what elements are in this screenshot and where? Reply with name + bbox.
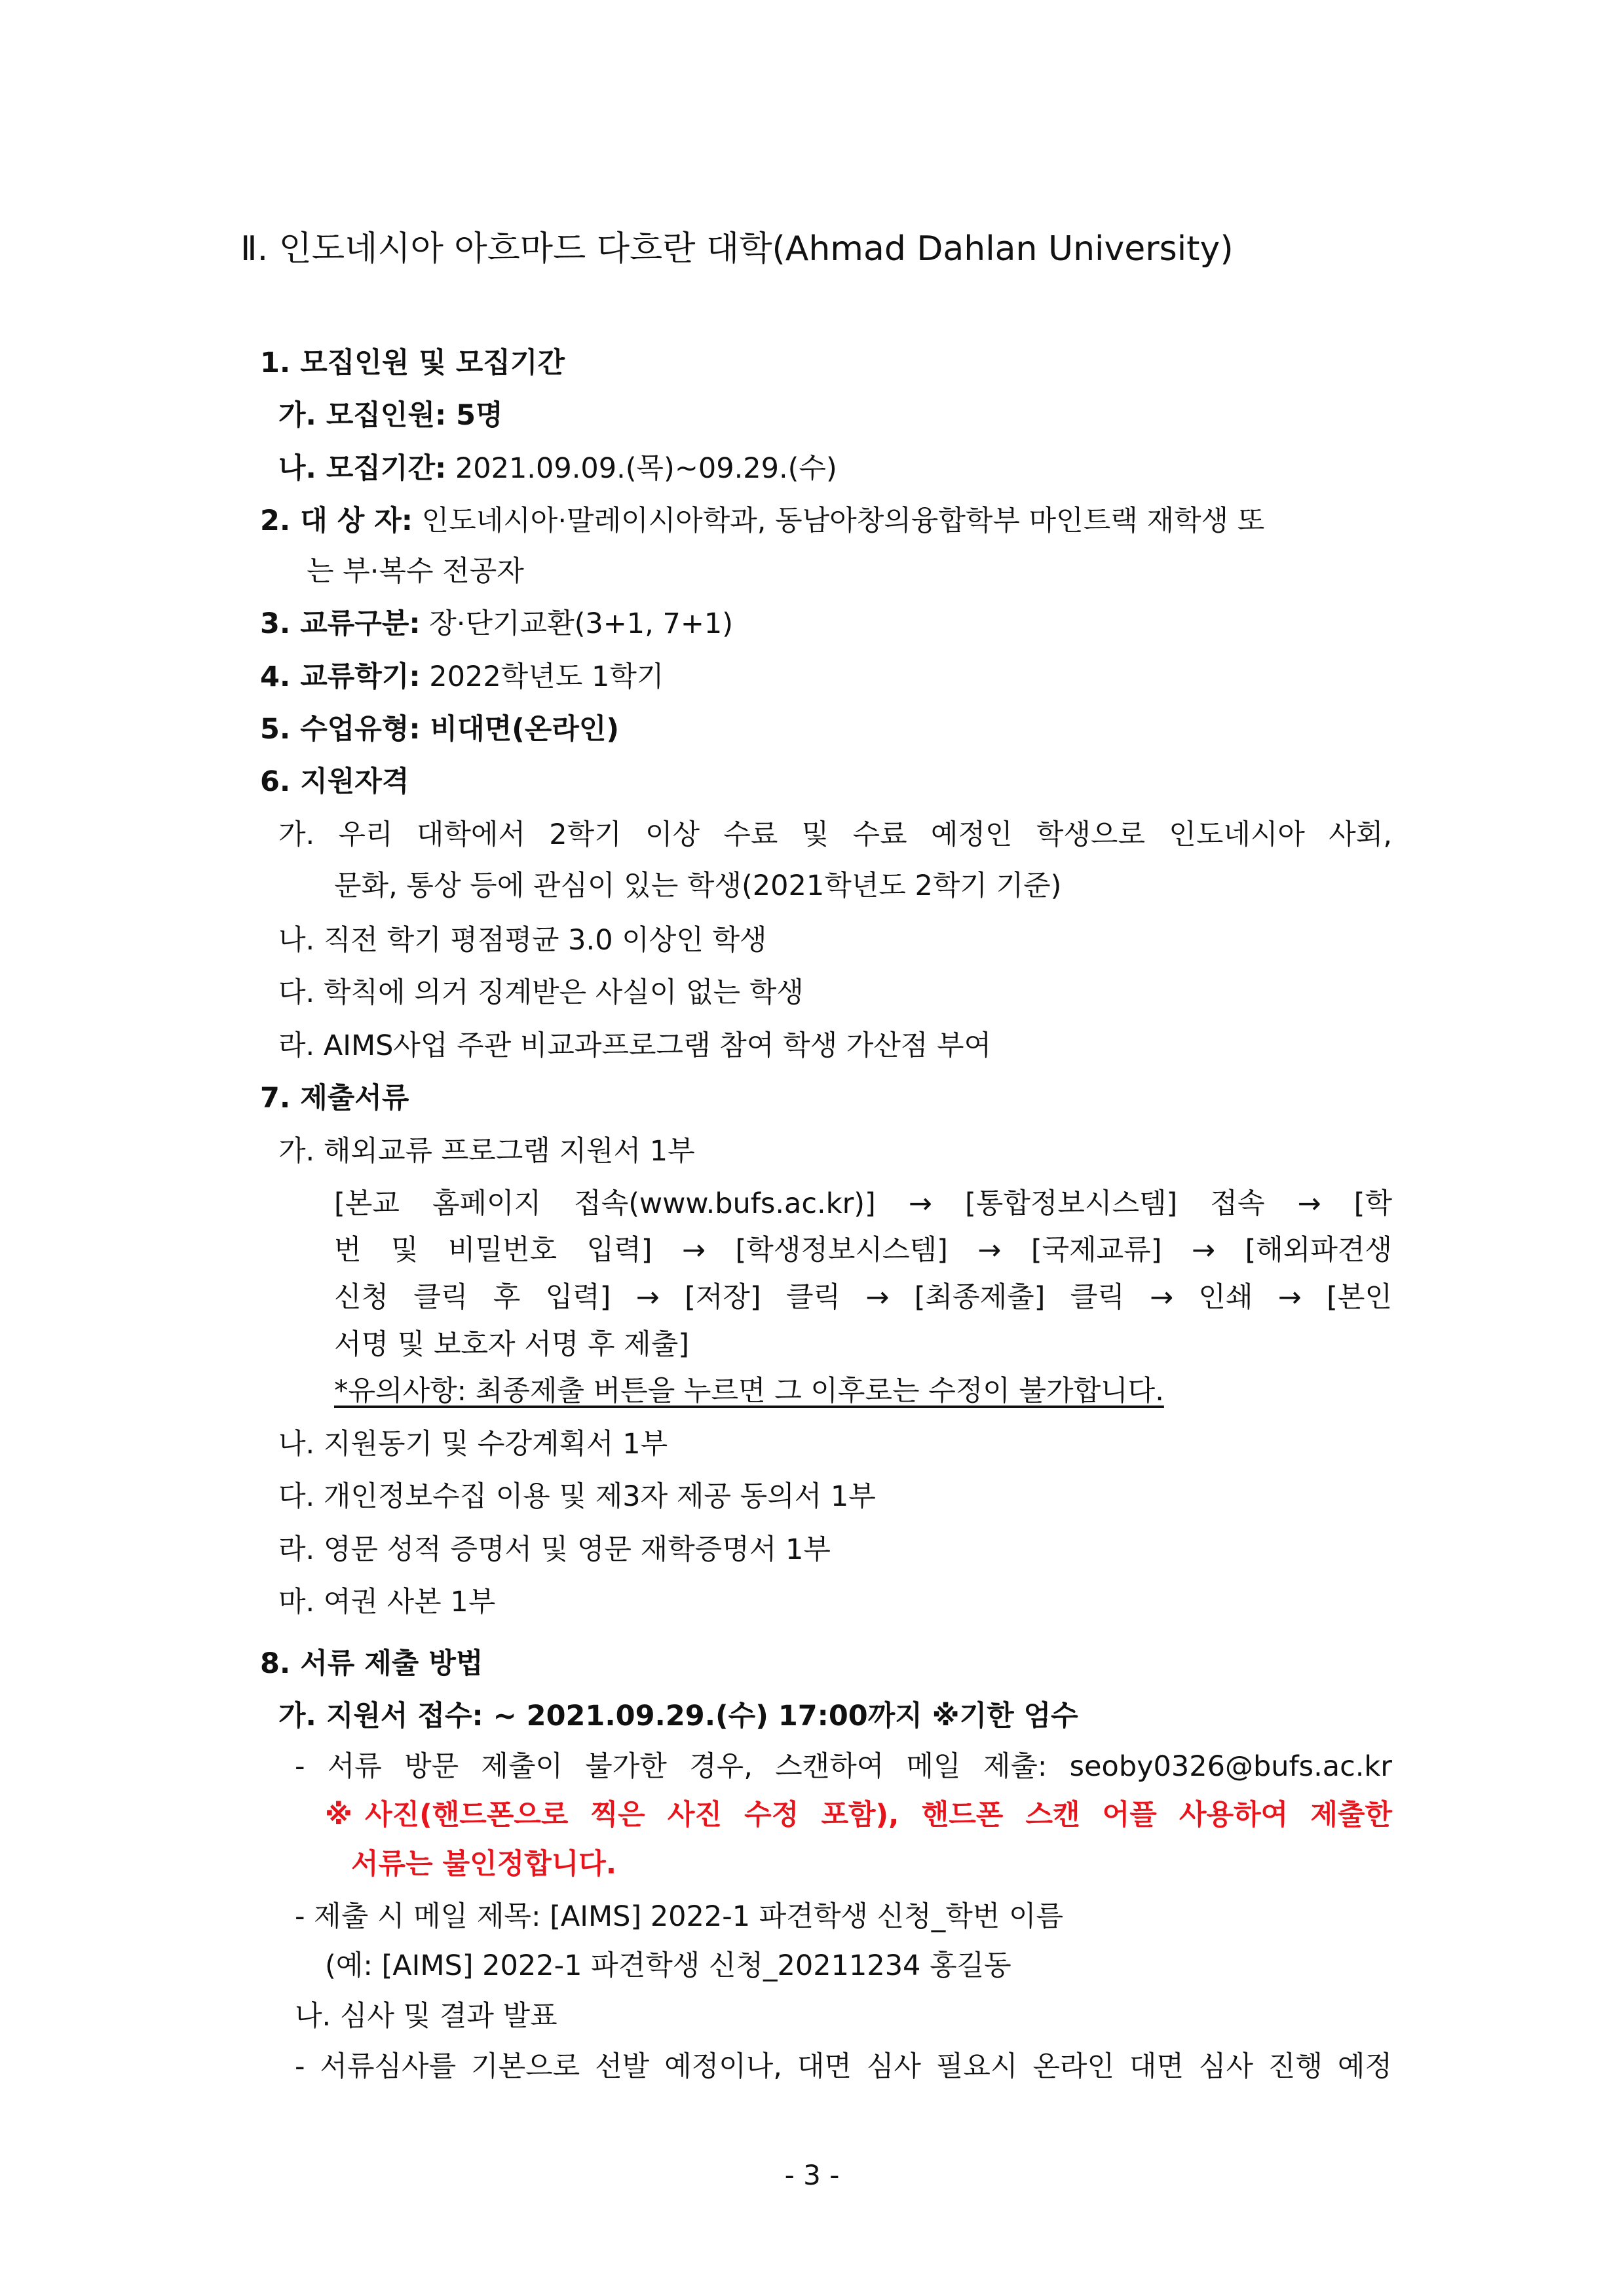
s4-label: 4. 교류학기: [260,660,421,693]
s2-eligible-line2: 는 부·복수 전공자 [307,555,524,588]
s1-recruit-number: 가. 모집인원: 5명 [278,399,503,432]
s2-label: 2. 대 상 자: [260,505,413,537]
s3-exchange-type [260,604,733,643]
page-number: - 3 - [784,2159,840,2191]
s7-ga-step-line1: [본교 홈페이지 접속(www.bufs.ac.kr)] → [통합정보시스템] 접속 → [학 [334,1187,1392,1220]
s6-da: 다. 학칙에 의거 징계받은 사실이 없는 학생 [278,976,804,1009]
s6-heading: 6. 지원자격 [260,765,409,798]
s6-na: 나. 직전 학기 평점평균 3.0 이상인 학생 [278,924,767,957]
s1-period-label: 나. 모집기간: [278,452,447,485]
s4-value: 2022학년도 1학기 [420,660,664,693]
s3-value: 장·단기교환(3+1, 7+1) [420,607,733,640]
section-title: Ⅱ. 인도네시아 아흐마드 다흐란 대학(Ahmad Dahlan University) [240,229,1234,269]
s8-na: 나. 심사 및 결과 발표 [295,2000,557,2033]
s4-exchange-semester [260,657,664,697]
s7-da: 다. 개인정보수집 이용 및 제3자 제공 동의서 1부 [278,1480,876,1513]
s2-eligible-line1 [260,501,1264,541]
s8-ga: 가. 지원서 접수: ~ 2021.09.29.(수) 17:00까지 ※기한 엄수 [278,1700,1078,1732]
s5-class-type: 5. 수업유형: 비대면(온라인) [260,713,620,746]
s7-ma: 마. 여권 사본 1부 [278,1586,496,1618]
s8-detail-email: - 서류 방문 제출이 불가한 경우, 스캔하여 메일 제출: seoby0326@bufs.ac.kr [295,1750,1392,1783]
s6-ga-line1: 가. 우리 대학에서 2학기 이상 수료 및 수료 예정인 학생으로 인도네시아 사회, [278,818,1392,851]
s7-ga-step-line4: 서명 및 보호자 서명 후 제출] [334,1328,690,1361]
s7-ga: 가. 해외교류 프로그램 지원서 1부 [278,1135,695,1168]
s1-period-value: 2021.09.09.(목)~09.29.(수) [446,452,837,485]
s7-na: 나. 지원동기 및 수강계획서 1부 [278,1428,668,1461]
s2-value1: 인도네시아·말레이시아학과, 동남아창의융합학부 마인트랙 재학생 또 [412,505,1265,537]
s8-detail-review: - 서류심사를 기본으로 선발 예정이나, 대면 심사 필요시 온라인 대면 심사 진행 예정 [295,2050,1392,2083]
s8-warning-line2: 서류는 불인정합니다. [351,1848,617,1881]
s7-ga-note: *유의사항: 최종제출 버튼을 누르면 그 이후로는 수정이 불가합니다. [334,1375,1164,1407]
s1-recruit-period [278,449,837,488]
s6-ga-line2: 문화, 통상 등에 관심이 있는 학생(2021학년도 2학기 기준) [334,870,1062,902]
s1-heading: 1. 모집인원 및 모집기간 [260,347,565,379]
s7-ga-step-line3: 신청 클릭 후 입력] → [저장] 클릭 → [최종제출] 클릭 → 인쇄 → [본인 [334,1281,1392,1314]
s8-warning-line1: ※사진(핸드폰으로 찍은 사진 수정 포함), 핸드폰 스캔 어플 사용하여 제출한 [325,1799,1392,1831]
s8-heading: 8. 서류 제출 방법 [260,1647,483,1680]
s3-label: 3. 교류구분: [260,607,421,640]
s8-detail-subject: - 제출 시 메일 제목: [AIMS] 2022-1 파견학생 신청_학번 이름 [295,1900,1064,1933]
s6-ra: 라. AIMS사업 주관 비교과프로그램 참여 학생 가산점 부여 [278,1029,992,1062]
s7-ga-step-line2: 번 및 비밀번호 입력] → [학생정보시스템] → [국제교류] → [해외파견생 [334,1234,1392,1267]
s7-ra: 라. 영문 성적 증명서 및 영문 재학증명서 1부 [278,1533,831,1566]
s8-detail-subject-example: (예: [AIMS] 2022-1 파견학생 신청_20211234 홍길동 [325,1949,1011,1982]
s7-heading: 7. 제출서류 [260,1082,409,1115]
